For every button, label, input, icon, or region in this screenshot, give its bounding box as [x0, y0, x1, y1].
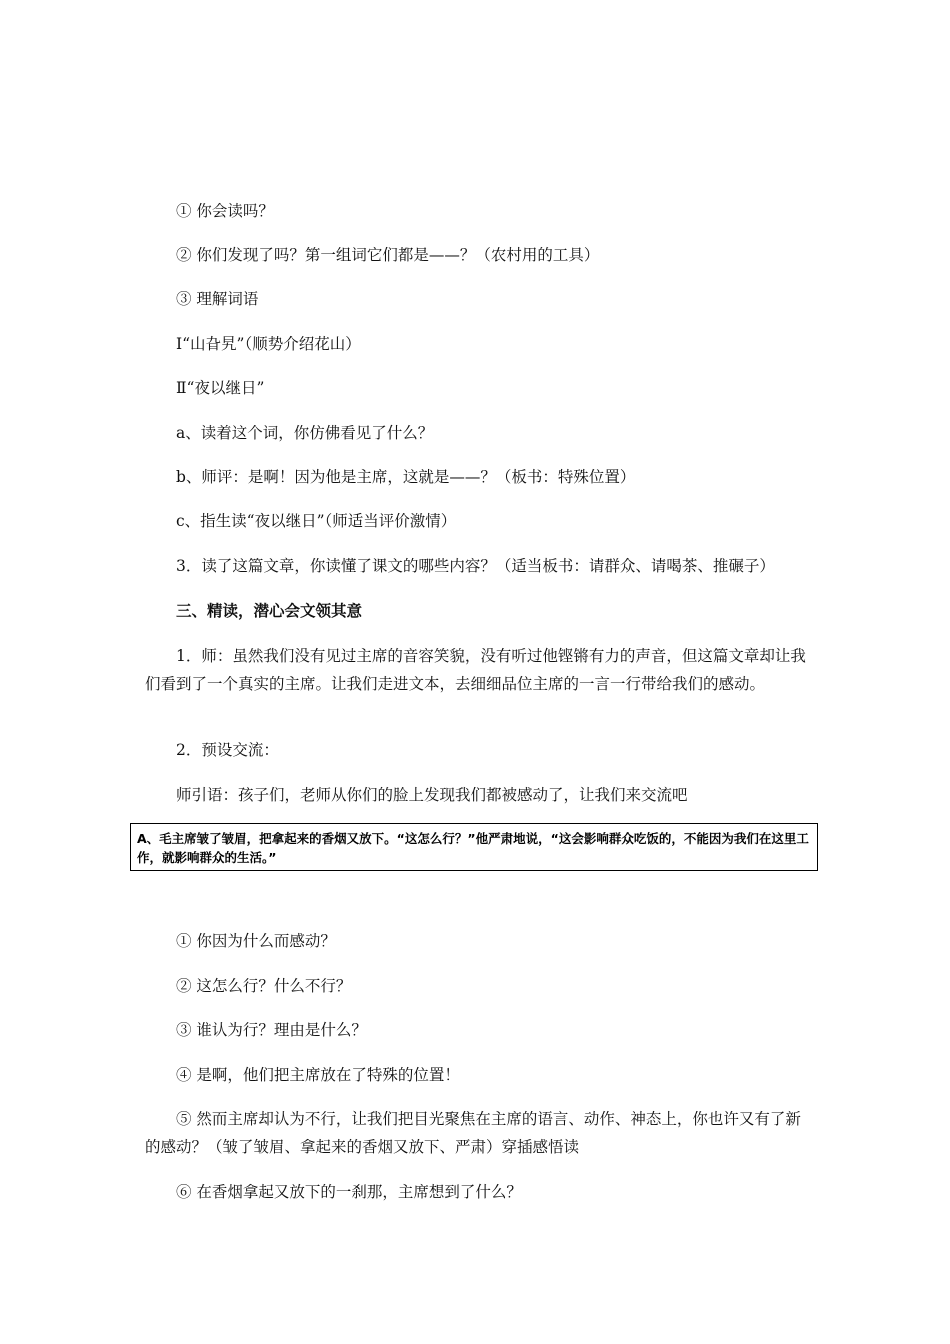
section-heading: 三、精读，潜心会文领其意 — [176, 601, 363, 620]
teacher-intro: 师引语：孩子们，老师从你们的脸上发现我们都被感动了，让我们来交流吧 — [176, 786, 688, 804]
question-moment: ⑥ 在香烟拿起又放下的一刹那，主席想到了什么？ — [176, 1183, 522, 1201]
question-read: ① 你会读吗？ — [176, 202, 274, 220]
paragraph-2: 2．预设交流： — [176, 741, 279, 759]
question-focus: ⑤ 然而主席却认为不行，让我们把目光聚焦在主席的语言、动作、神态上，你也许又有了新的感动？（皱了皱眉、拿起来的香烟又放下、严肃）穿插感悟读 — [145, 1110, 801, 1156]
question-who: ③ 谁认为行？理由是什么？ — [176, 1021, 367, 1039]
word-item-2: Ⅱ“夜以继日” — [176, 379, 265, 397]
paragraph-1: 1．师：虽然我们没有见过主席的音容笑貌，没有听过他铿锵有力的声音，但这篇文章却让我们看到了一个真实的主席。让我们走进文本，去细细品位主席的一言一行带给我们的感动。 — [145, 647, 806, 693]
question-moved: ① 你因为什么而感动？ — [176, 932, 336, 950]
sub-item-a: a、读着这个词，你仿佛看见了什么？ — [176, 424, 434, 442]
understand-words: ③ 理解词语 — [176, 290, 259, 308]
question-special: ④ 是啊，他们把主席放在了特殊的位置！ — [176, 1066, 460, 1084]
sub-item-c: c、指生读“夜以继日”（师适当评价激情） — [176, 512, 457, 530]
word-item-1: Ⅰ“山旮旯”（顺势介绍花山） — [176, 335, 361, 353]
question-how: ② 这怎么行？什么不行？ — [176, 977, 352, 995]
quote-box: A、毛主席皱了皱眉，把拿起来的香烟又放下。“这怎么行？”他严肃地说，“这会影响群众吃饭的，不能因为我们在这里工作，就影响群众的生活。” — [130, 823, 818, 871]
item-3: 3．读了这篇文章，你读懂了课文的哪些内容？（适当板书：请群众、请喝茶、推碾子） — [176, 557, 775, 575]
sub-item-b: b、师评：是啊！因为他是主席，这就是——？（板书：特殊位置） — [176, 468, 636, 486]
question-discover: ② 你们发现了吗？第一组词它们都是——？（农村用的工具） — [176, 246, 600, 264]
